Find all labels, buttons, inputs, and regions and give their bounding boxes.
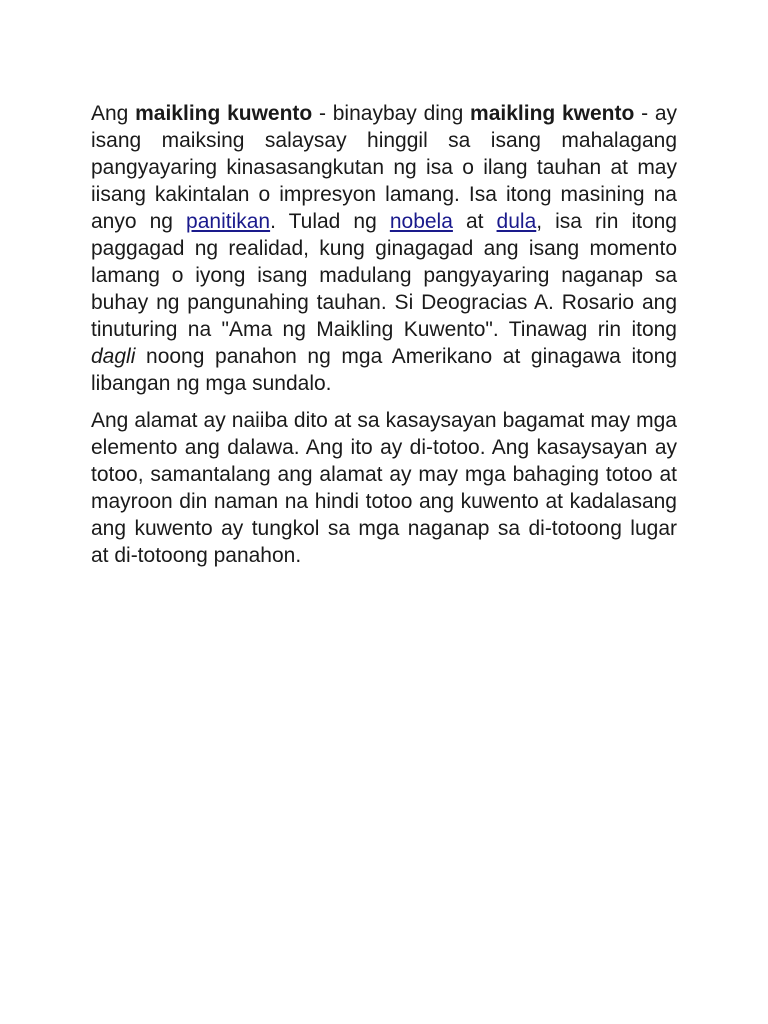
- text-segment: Ang: [91, 102, 136, 125]
- text-segment: - ay isang maiksing salaysay hinggil sa isang mahalagang pangyayaring kinasasangkutan ng isa o ilang tauhan at may iisang kakintalan o impresyon lamang. Isa itong masining na anyo ng: [91, 102, 678, 233]
- text-segment: . Tulad ng: [270, 210, 390, 233]
- document-body: [91, 100, 677, 579]
- bold-term-maikling-kuwento: maikling kuwento: [135, 102, 313, 125]
- text-segment: - binaybay ding: [312, 102, 471, 125]
- link-panitikan[interactable]: panitikan: [186, 210, 271, 233]
- link-dula[interactable]: dula: [496, 210, 537, 233]
- link-nobela[interactable]: nobela: [389, 210, 453, 233]
- text-segment: , isa rin itong paggagad ng realidad, kung ginagagad ang isang momento lamang o iyong isang madulang pangyayaring naganap sa buhay ng pangunahing tauhan. Si Deogracias A. Rosario ang tinuturing na "Ama ng Maikling Kuwento". Tinawag rin itong: [91, 210, 677, 341]
- text-segment: noong panahon ng mga Amerikano at ginagawa itong libangan ng mga sundalo.: [91, 345, 677, 395]
- paragraph-maikling-kuwento: [91, 100, 677, 397]
- italic-term-dagli: dagli: [91, 345, 136, 368]
- text-segment: at: [452, 210, 497, 233]
- paragraph-alamat: Ang alamat ay naiiba dito at sa kasaysayan bagamat may mga elemento ang dalawa. Ang ito ay di-totoo. Ang kasaysayan ay totoo, samantalang ang alamat ay may mga bahaging totoo at mayroon din naman na hindi totoo ang kuwento at kadalasang ang kuwento ay tungkol sa mga naganap sa di-totoong lugar at di-totoong panahon.: [91, 409, 677, 567]
- bold-term-maikling-kwento: maikling kwento: [470, 102, 635, 125]
